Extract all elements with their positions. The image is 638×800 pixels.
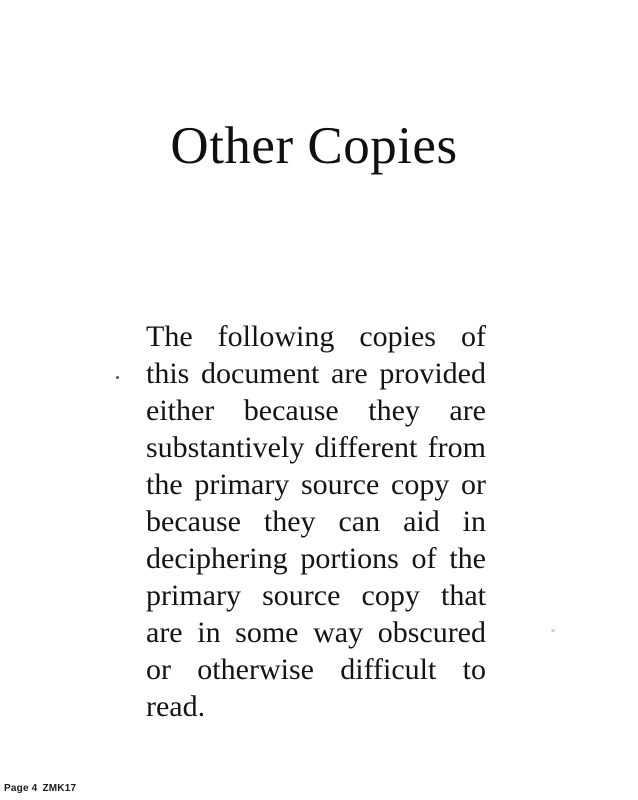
paragraph-line: because they can aid in bbox=[146, 505, 486, 538]
footer-doc-code: ZMK17 bbox=[42, 783, 77, 794]
page-title: Other Copies bbox=[170, 117, 458, 175]
paragraph-line: the primary source copy or bbox=[146, 468, 486, 501]
paragraph-line: substantively different from bbox=[146, 431, 486, 464]
paragraph-line: read. bbox=[146, 690, 206, 723]
footer-page-number: Page 4 bbox=[4, 783, 38, 794]
paragraph-line: are in some way obscured bbox=[146, 616, 486, 649]
paragraph-line: either because they are bbox=[146, 394, 486, 427]
paragraph-line: deciphering portions of the bbox=[146, 542, 486, 575]
scan-speck bbox=[551, 629, 555, 632]
scan-speck bbox=[116, 376, 119, 379]
page-footer bbox=[4, 783, 76, 794]
paragraph-line: The following copies of bbox=[146, 320, 486, 353]
body-paragraph bbox=[146, 318, 486, 725]
paragraph-line: or otherwise difficult to bbox=[146, 653, 486, 686]
paragraph-line: this document are provided bbox=[146, 357, 486, 390]
paragraph-line: primary source copy that bbox=[146, 579, 486, 612]
